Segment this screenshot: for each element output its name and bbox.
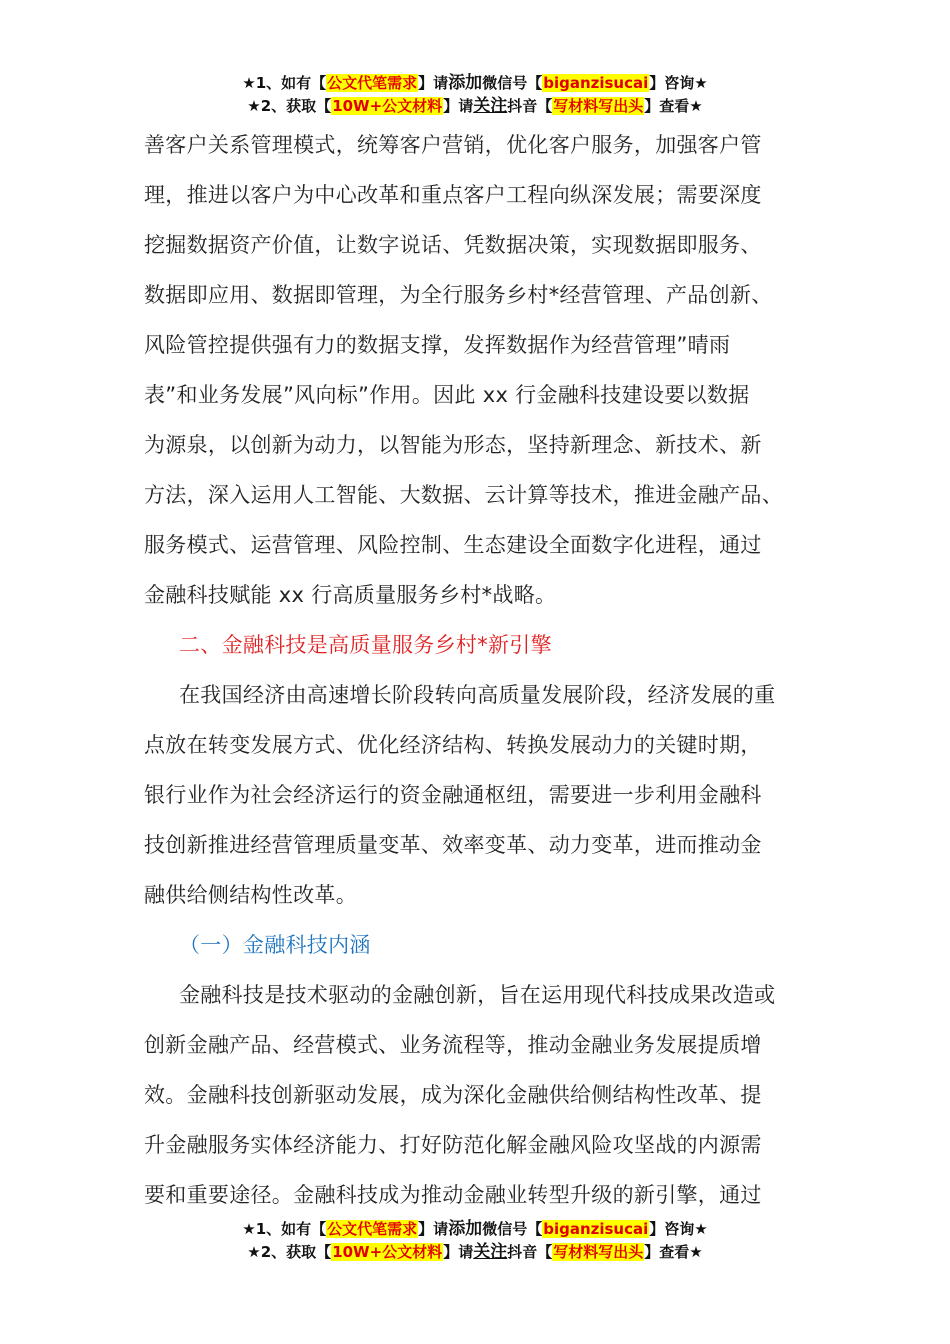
text-line: 金融科技是技术驱动的金融创新，旨在运用现代科技成果改造或: [179, 983, 776, 1007]
promo-text: 】咨询★: [649, 74, 708, 92]
promo-text: 】请: [418, 74, 449, 92]
promo-emphasis: 关注: [473, 96, 508, 116]
promo-text: 微信号【: [482, 1220, 543, 1238]
section-heading: 二、金融科技是高质量服务乡村*新引擎: [179, 633, 552, 657]
text-line: 金融科技赋能 xx 行高质量服务乡村*战略。: [144, 583, 557, 607]
promo-line-1: [0, 72, 950, 95]
text-line: 服务模式、运营管理、风险控制、生态建设全面数字化进程，通过: [144, 533, 762, 557]
promo-line-2: [0, 1241, 950, 1264]
promo-text: ★1、如有【: [242, 74, 327, 92]
text-line: 为源泉，以创新为动力，以智能为形态，坚持新理念、新技术、新: [144, 433, 762, 457]
promo-line-1: [0, 1218, 950, 1241]
text-line: 表”和业务发展”风向标”作用。因此 xx 行金融科技建设要以数据: [144, 383, 750, 407]
text-line: 理，推进以客户为中心改革和重点客户工程向纵深发展；需要深度: [144, 183, 762, 207]
text-line: 点放在转变发展方式、优化经济结构、转换发展动力的关键时期，: [144, 733, 762, 757]
subsection-heading: （一）金融科技内涵: [179, 933, 371, 957]
promo-highlight: 公文代笔需求: [327, 1220, 418, 1238]
text-line: 要和重要途径。金融科技成为推动金融业转型升级的新引擎，通过: [144, 1183, 762, 1207]
text-line: 银行业作为社会经济运行的资金融通枢纽，需要进一步利用金融科: [144, 783, 762, 807]
promo-text: 微信号【: [482, 74, 543, 92]
text-line: 创新金融产品、经营模式、业务流程等，推动金融业务发展提质增: [144, 1033, 762, 1057]
promo-text: 】咨询★: [649, 1220, 708, 1238]
promo-highlight: 10W+公文材料: [332, 97, 443, 115]
text-line: 方法，深入运用人工智能、大数据、云计算等技术，推进金融产品、: [144, 483, 783, 507]
text-line: 技创新推进经营管理质量变革、效率变革、动力变革，进而推动金: [144, 833, 762, 857]
text-line: 风险管控提供强有力的数据支撑，发挥数据作为经营管理”晴雨: [144, 333, 731, 357]
promo-douyin-id: 写材料写出头: [553, 97, 644, 115]
promo-wechat-id: biganzisucai: [543, 74, 649, 92]
promo-text: 】请: [418, 1220, 449, 1238]
promo-highlight: 10W+公文材料: [332, 1243, 443, 1261]
text-line: 善客户关系管理模式，统筹客户营销，优化客户服务，加强客户管: [144, 133, 762, 157]
promo-line-2: [0, 95, 950, 118]
promo-douyin-id: 写材料写出头: [553, 1243, 644, 1261]
text-line: 升金融服务实体经济能力、打好防范化解金融风险攻坚战的内源需: [144, 1133, 762, 1157]
text-line: 在我国经济由高速增长阶段转向高质量发展阶段，经济发展的重: [179, 683, 776, 707]
promo-text: 抖音【: [507, 97, 553, 115]
text-line: 数据即应用、数据即管理，为全行服务乡村*经营管理、产品创新、: [144, 283, 773, 307]
promo-text: 抖音【: [507, 1243, 553, 1261]
text-line: 融供给侧结构性改革。: [144, 883, 357, 907]
paragraph-2: [144, 670, 814, 920]
promo-text: 】请: [443, 1243, 474, 1261]
promo-text: 】查看★: [644, 1243, 703, 1261]
promo-text: ★2、获取【: [247, 1243, 332, 1261]
text-line: 挖掘数据资产价值，让数字说话、凭数据决策，实现数据即服务、: [144, 233, 762, 257]
promo-footer: [0, 1218, 950, 1264]
promo-emphasis: 添加: [448, 1219, 483, 1239]
paragraph-1: [144, 120, 814, 620]
promo-wechat-id: biganzisucai: [543, 1220, 649, 1238]
promo-emphasis: 添加: [448, 73, 483, 93]
document-body: [144, 120, 814, 1220]
promo-emphasis: 关注: [473, 1242, 508, 1262]
promo-text: ★2、获取【: [247, 97, 332, 115]
paragraph-3: [144, 970, 814, 1220]
promo-highlight: 公文代笔需求: [327, 74, 418, 92]
text-line: 效。金融科技创新驱动发展，成为深化金融供给侧结构性改革、提: [144, 1083, 762, 1107]
promo-text: 】查看★: [644, 97, 703, 115]
promo-text: ★1、如有【: [242, 1220, 327, 1238]
promo-text: 】请: [443, 97, 474, 115]
promo-header: [0, 72, 950, 118]
